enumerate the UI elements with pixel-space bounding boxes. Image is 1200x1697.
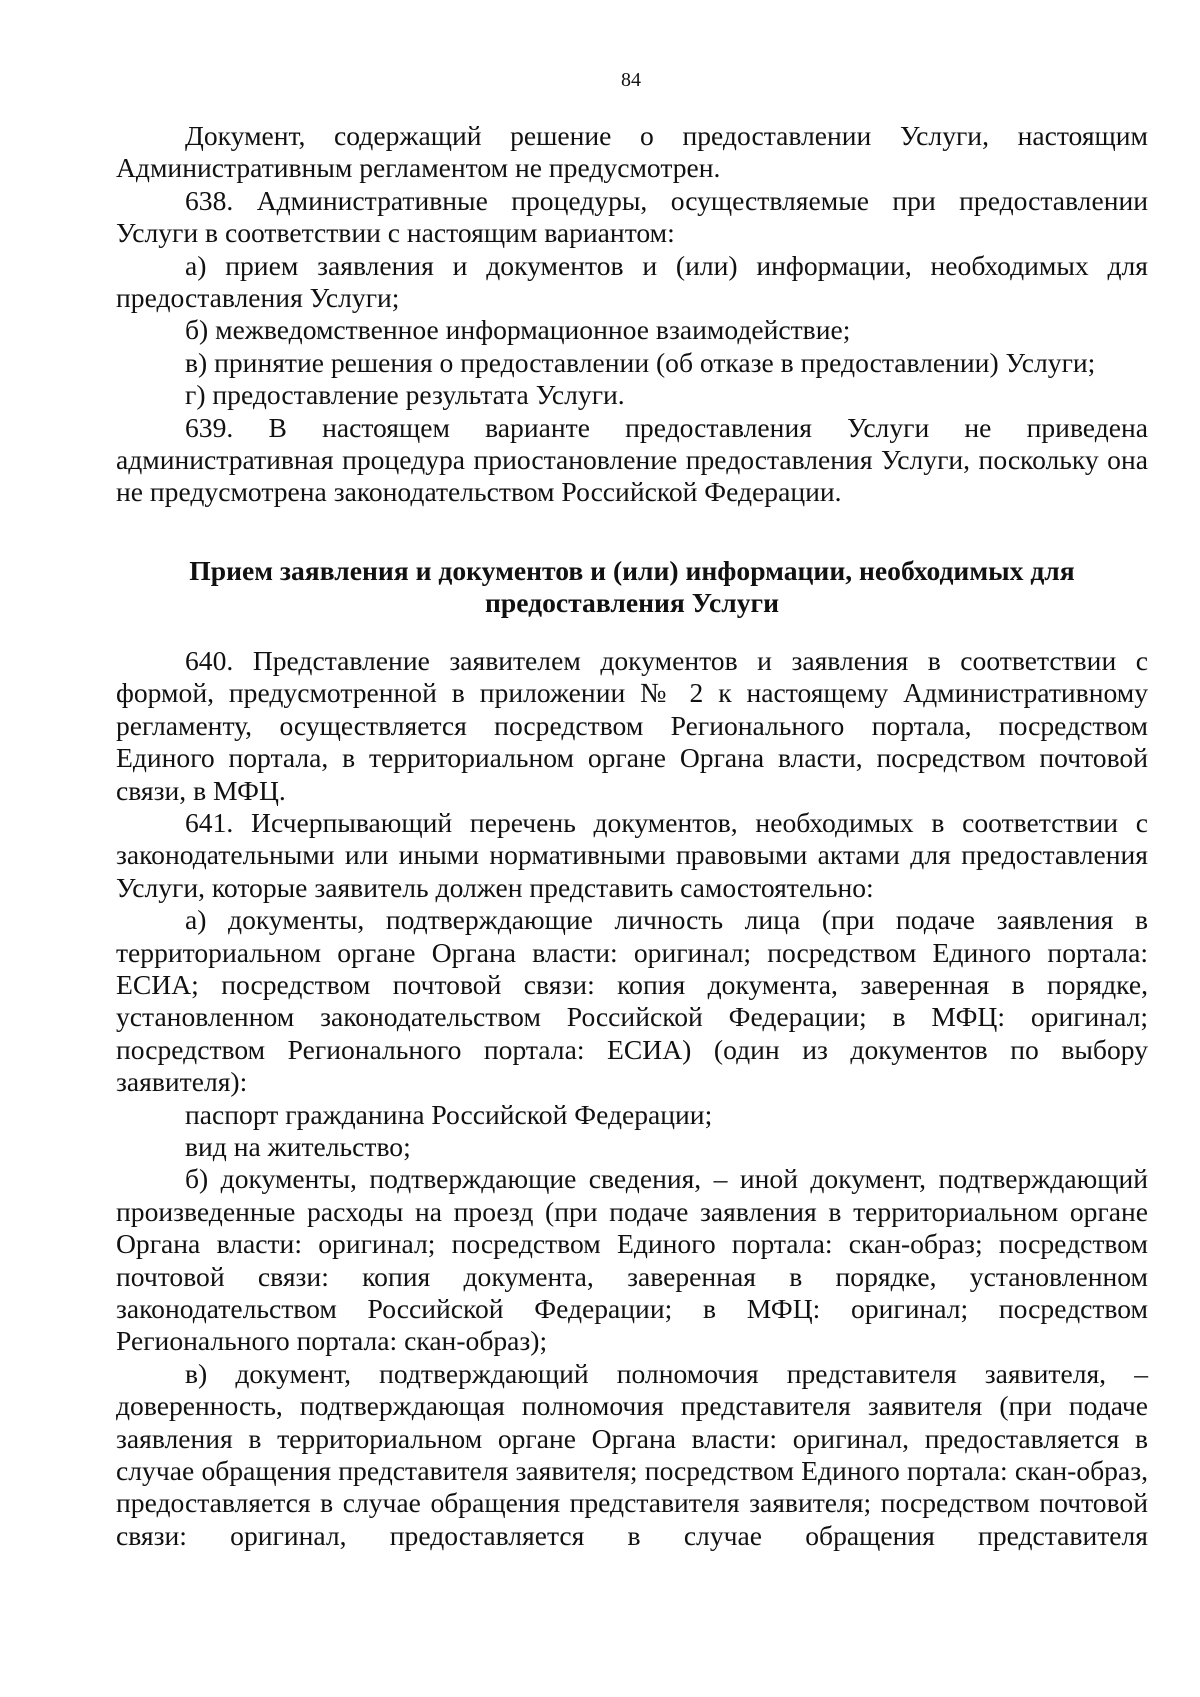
section-heading: [116, 555, 1148, 619]
paragraph-no-decision-document: Документ, содержащий решение о предоставлении Услуги, настоящим Административным регламентом не предусмотрен.: [116, 120, 1148, 184]
paragraph-638: 638. Административные процедуры, осуществляемые при предоставлении Услуги в соответствии с настоящим вариантом:: [116, 184, 1148, 249]
section-heading-line-2: предоставления Услуги: [485, 586, 779, 618]
list-item-b-travel-expenses: б) документы, подтверждающие сведения, – иной документ, подтверждающий произведенные расходы на проезд (при подаче заявления в территориальном органе Органа власти: оригинал; посредством Единого портала: скан-образ; посредством почтовой связи: копия документа, заверенная в порядке, установленном законодательством Российской Федерации; в МФЦ: оригинал; посредством Регионального портала: скан-образ);: [116, 1163, 1148, 1357]
document-body: [116, 120, 1148, 1552]
list-item-g: г) предоставление результата Услуги.: [185, 379, 625, 411]
list-item-a-identity-documents: а) документы, подтверждающие личность лица (при подаче заявления в территориальном органе Органа власти: оригинал; посредством Единого портала: ЕСИА; посредством почтовой связи: копия документа, заверенная в порядке, установленном законодательством Российской Федерации; в МФЦ: оригинал; посредством Регионального портала: ЕСИА) (один из документов по выбору заявителя):: [116, 904, 1148, 1098]
page-number: 84: [621, 69, 641, 91]
paragraph-641: 641. Исчерпывающий перечень документов, необходимых в соответствии с законодательными или иными нормативными правовыми актами для предоставления Услуги, которые заявитель должен представить самостоятельно:: [116, 806, 1148, 903]
list-item-v-power-of-attorney: в) документ, подтверждающий полномочия представителя заявителя, – доверенность, подтверждающая полномочия представителя заявителя (при подаче заявления в территориальном органе Органа власти: оригинал, предоставляется в случае обращения представителя заявителя; посредством Единого портала: скан-образ, предоставляется в случае обращения представителя заявителя; посредством почтовой связи: оригинал, предоставляется в случае обращения представителя: [116, 1357, 1148, 1551]
list-item-b: б) межведомственное информационное взаимодействие;: [185, 314, 851, 346]
paragraph-640: 640. Представление заявителем документов и заявления в соответствии с формой, предусмотренной в приложении № 2 к настоящему Административному регламенту, осуществляется посредством Регионального портала, посредством Единого портала, в территориальном органе Органа власти, посредством почтовой связи, в МФЦ.: [116, 644, 1148, 806]
section-heading-line-1: Прием заявления и документов и (или) информации, необходимых для: [189, 554, 1075, 586]
paragraph-639: 639. В настоящем варианте предоставления Услуги не приведена административная процедура приостановление предоставления Услуги, поскольку она не предусмотрена законодательством Российской Федерации.: [116, 411, 1148, 508]
list-item-v: в) принятие решения о предоставлении (об отказе в предоставлении) Услуги;: [185, 346, 1096, 378]
list-item-residence-permit: вид на жительство;: [185, 1130, 411, 1162]
list-item-passport: паспорт гражданина Российской Федерации;: [185, 1098, 713, 1130]
list-item-a: а) прием заявления и документов и (или) информации, необходимых для предоставления Услуги;: [116, 249, 1148, 314]
